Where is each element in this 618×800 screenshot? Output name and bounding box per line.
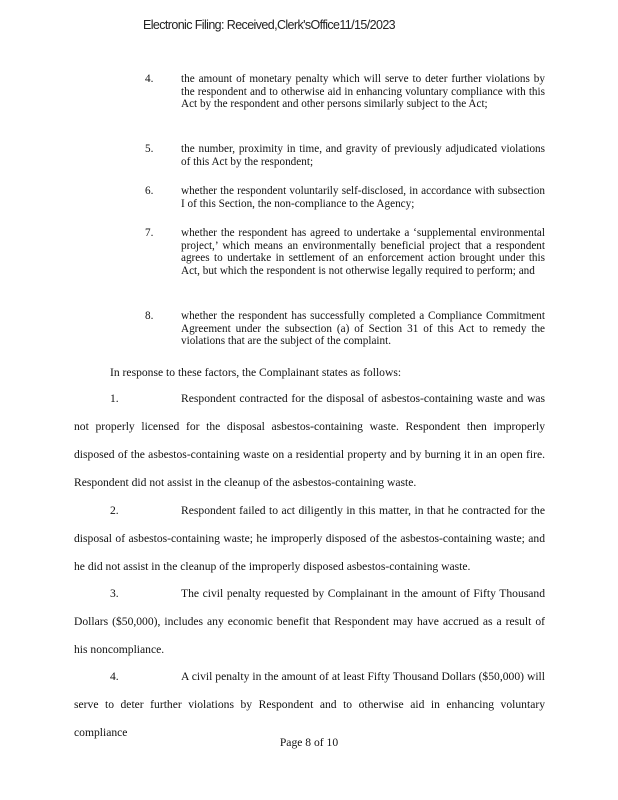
response-paragraph bbox=[74, 580, 545, 664]
factor-item bbox=[145, 310, 545, 348]
factor-text: whether the respondent has agreed to undertake a ‘supplemental environmental project,’ which means an environmentally beneficial project that a respondent agrees to undertake in settlement of an enforcement action brought under this Act, but which the respondent is not otherwise legally required to perform; and bbox=[181, 227, 545, 278]
factor-number: 6. bbox=[145, 185, 154, 197]
factor-item bbox=[145, 227, 545, 278]
factor-text: whether the respondent voluntarily self-disclosed, in accordance with subsection I of this Section, the non-compliance to the Agency; bbox=[181, 185, 545, 210]
factor-item bbox=[145, 185, 545, 210]
factor-number: 5. bbox=[145, 143, 154, 155]
factor-number: 7. bbox=[145, 227, 154, 239]
response-number: 2. bbox=[110, 504, 119, 517]
response-number: 1. bbox=[110, 392, 119, 405]
factor-item bbox=[145, 73, 545, 111]
lead-in-text: In response to these factors, the Complainant states as follows: bbox=[110, 366, 402, 379]
factor-number: 8. bbox=[145, 310, 154, 322]
response-text: A civil penalty in the amount of at least Fifty Thousand Dollars ($50,000) will serve to deter further violations by Respondent and to otherwise aid in enhancing voluntary compliance bbox=[74, 670, 545, 739]
response-text: The civil penalty requested by Complainant in the amount of Fifty Thousand Dollars ($50,000), includes any economic benefit that Respondent may have accrued as a result of his noncompliance. bbox=[74, 587, 545, 656]
response-text: Respondent contracted for the disposal of asbestos-containing waste and was not properly licensed for the disposal asbestos-containing waste. Respondent then improperly disposed of the asbestos-containing waste on a residential property and by burning it in an open fire. Respondent did not assist in the cleanup of the asbestos-containing waste. bbox=[74, 392, 545, 489]
response-paragraph bbox=[74, 497, 545, 581]
factor-text: whether the respondent has successfully completed a Compliance Commitment Agreement under the subsection (a) of Section 31 of this Act to remedy the violations that are the subject of the complaint. bbox=[181, 310, 545, 348]
response-number: 3. bbox=[110, 587, 119, 600]
response-paragraph bbox=[74, 663, 545, 747]
page-number: Page 8 of 10 bbox=[279, 736, 339, 749]
response-text: Respondent failed to act diligently in this matter, in that he contracted for the disposal of asbestos-containing waste; he improperly disposed of the asbestos-containing waste; and he did not assist in the cleanup of the improperly disposed asbestos-containing waste. bbox=[74, 504, 545, 573]
factor-item bbox=[145, 143, 545, 168]
filing-stamp: Electronic Filing: Received,Clerk'sOffice11/15/2023 bbox=[143, 18, 396, 32]
factor-text: the amount of monetary penalty which will serve to deter further violations by the respondent and to otherwise aid in enhancing voluntary compliance with this Act by the respondent and other persons similarly subject to the Act; bbox=[181, 73, 545, 111]
factor-number: 4. bbox=[145, 73, 154, 85]
response-paragraph bbox=[74, 385, 545, 497]
factor-text: the number, proximity in time, and gravity of previously adjudicated violations of this Act by the respondent; bbox=[181, 143, 545, 168]
response-number: 4. bbox=[110, 670, 119, 683]
